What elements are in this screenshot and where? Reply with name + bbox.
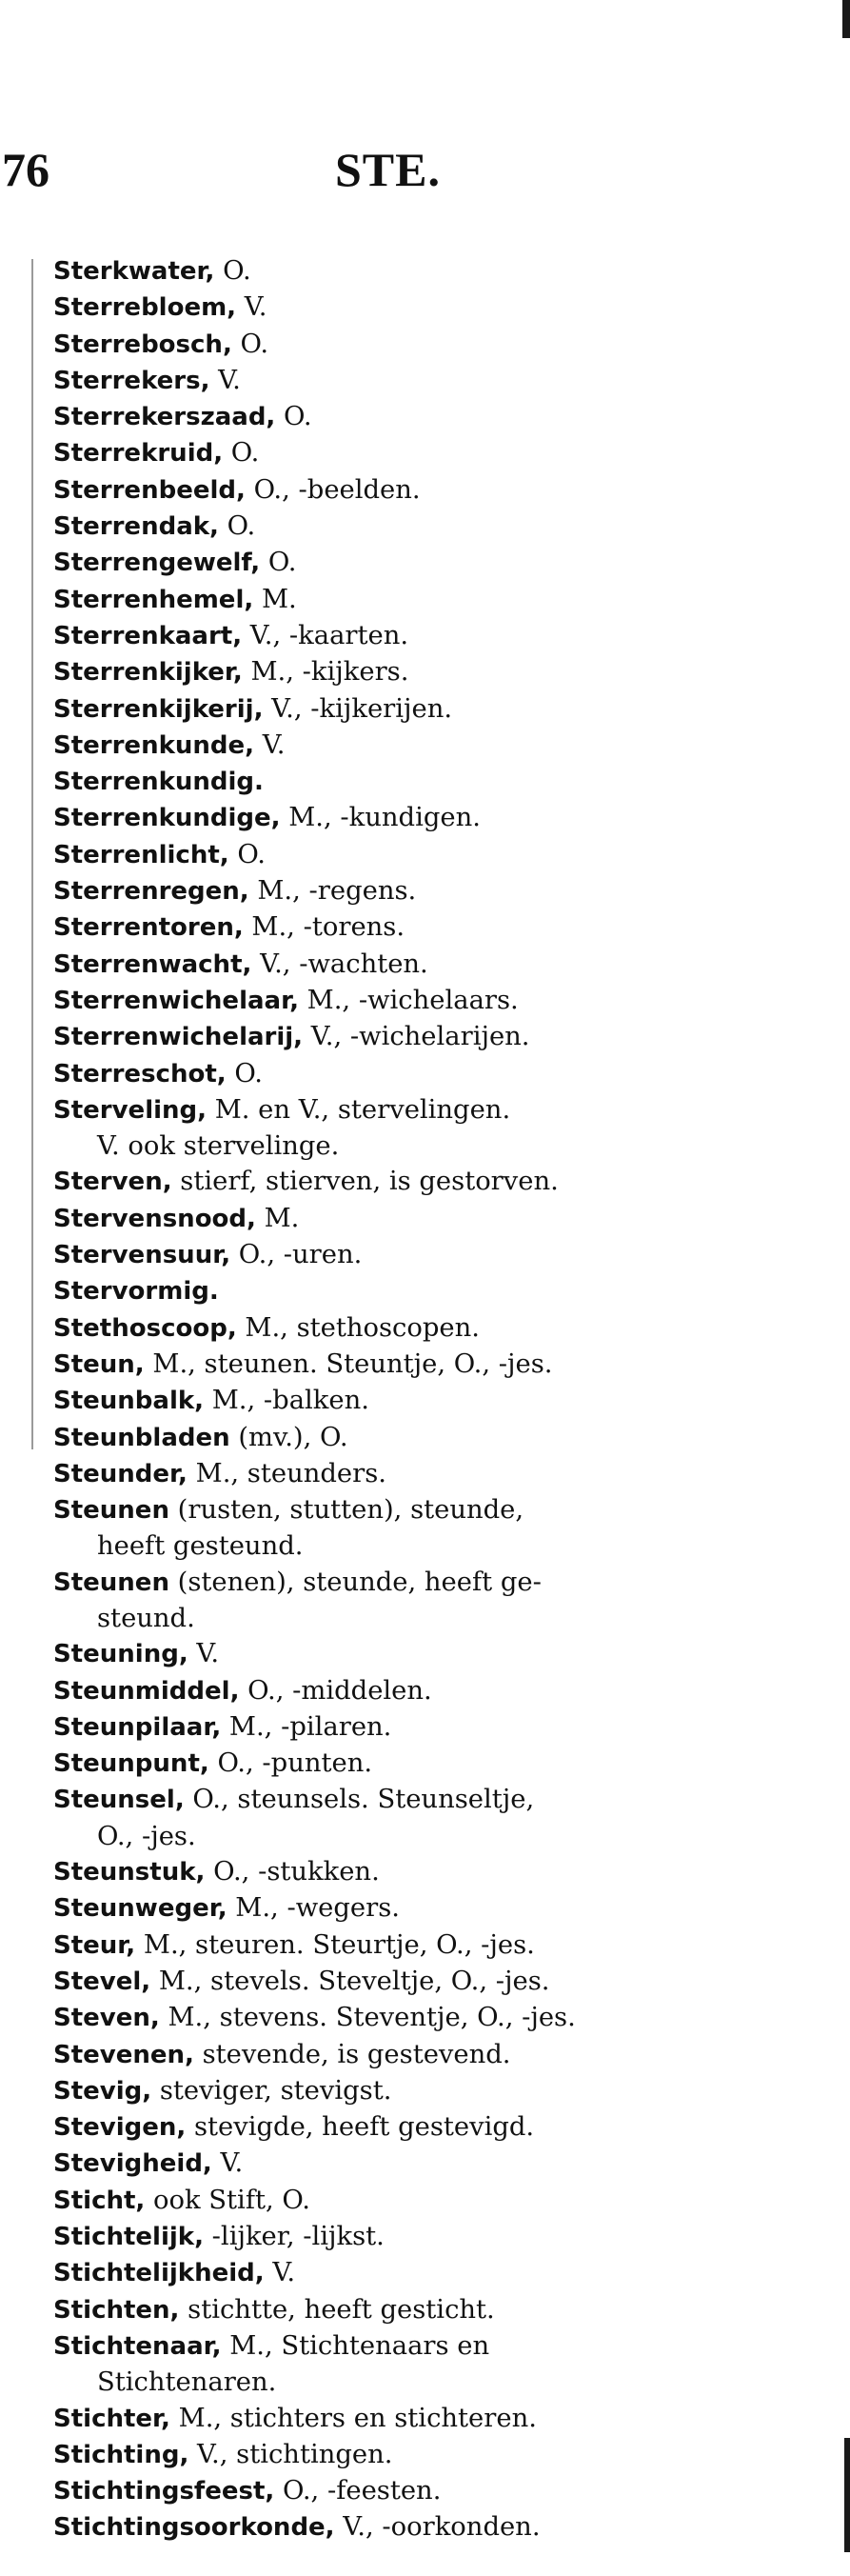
dictionary-entry: [53, 1927, 815, 1964]
entry-headword: Sterven,: [53, 1168, 172, 1197]
page-number: 76: [2, 143, 49, 196]
entry-definition: M., steunen. Steuntje, O., -jes.: [144, 1348, 553, 1379]
entry-headword: Steunder,: [53, 1459, 188, 1488]
entry-definition: M., stethoscopen.: [236, 1312, 480, 1343]
entry-definition: O.: [214, 256, 251, 286]
dictionary-entry: [53, 1673, 815, 1709]
entry-definition: M., -wegers.: [227, 1893, 400, 1924]
entry-definition: O., -middelen.: [239, 1675, 432, 1706]
entry-definition: ook Stift, O.: [145, 2185, 310, 2215]
dictionary-entry: [53, 1201, 815, 1237]
entry-continuation-line: [53, 1601, 815, 1636]
entry-headword: Stervensuur,: [53, 1241, 231, 1270]
dictionary-entry: [53, 837, 815, 873]
entry-definition: O.: [231, 329, 269, 359]
dictionary-entry: [53, 764, 815, 800]
entry-headword: Stethoscoop,: [53, 1313, 237, 1343]
dictionary-entry: [53, 2183, 815, 2219]
entry-definition: V.: [236, 292, 267, 323]
entry-definition: (stenen), steunde, heeft ge-: [168, 1567, 542, 1597]
dictionary-entry: [53, 399, 815, 435]
dictionary-entry: [53, 363, 815, 399]
entry-headword: Stichtingsoorkonde,: [53, 2513, 335, 2543]
dictionary-entry: [53, 728, 815, 764]
entry-headword: Stevel,: [53, 1967, 151, 1996]
dictionary-entry: [53, 1636, 815, 1672]
entry-definition: stierf, stierven, is gestorven.: [171, 1167, 559, 1197]
entry-definition: M., stevels. Steveltje, O., -jes.: [150, 1966, 550, 1996]
entry-headword: Stevigheid,: [53, 2149, 212, 2179]
entry-headword: Steunpilaar,: [53, 1712, 222, 1742]
entry-definition: M. en V., stervelingen.: [207, 1094, 511, 1125]
entry-headword: Stervormig.: [53, 1277, 219, 1307]
entry-continuation-line: [53, 1819, 815, 1854]
entry-headword: Sterrebloem,: [53, 293, 237, 323]
running-head: STE.: [335, 143, 442, 196]
dictionary-entry: [53, 654, 815, 690]
dictionary-entry: [53, 1964, 815, 2000]
entry-definition: (mv.), O.: [229, 1422, 348, 1452]
dictionary-entry: [53, 2255, 815, 2291]
entry-headword: Sterveling,: [53, 1095, 208, 1125]
dictionary-entry: [53, 909, 815, 946]
entry-headword: Sterrendak,: [53, 512, 219, 542]
entry-definition: V., -oorkonden.: [334, 2512, 541, 2543]
entry-definition: O.: [260, 548, 297, 578]
dictionary-entry: [53, 2401, 815, 2437]
entry-headword: Sterrebosch,: [53, 329, 232, 359]
dictionary-entry: [53, 2219, 815, 2255]
dictionary-entries: [53, 253, 815, 2546]
entry-headword: Sterrenkijker,: [53, 658, 243, 688]
entry-headword: Stevenen,: [53, 2040, 194, 2069]
dictionary-entry: [53, 1890, 815, 1927]
dictionary-entry: [53, 435, 815, 471]
entry-headword: Stevigen,: [53, 2113, 187, 2143]
dictionary-entry: [53, 1310, 815, 1347]
entry-headword: Sterrenlicht,: [53, 840, 229, 869]
entry-definition: V.: [209, 365, 241, 395]
dictionary-entry: [53, 1056, 815, 1092]
dictionary-entry: [53, 1456, 815, 1492]
entry-headword: Sterrenwacht,: [53, 949, 252, 979]
entry-headword: Stichtenaar,: [53, 2331, 222, 2361]
entry-headword: Sterrenwichelarij,: [53, 1023, 304, 1052]
dictionary-entry: [53, 1565, 815, 1601]
entry-headword: Steunmiddel,: [53, 1676, 240, 1706]
dictionary-entry: [53, 691, 815, 728]
entry-definition: M., steuren. Steurtje, O., -jes.: [135, 1929, 535, 1960]
entry-definition: O.: [275, 402, 312, 432]
entry-definition: V. ook stervelinge.: [97, 1131, 340, 1162]
dictionary-entry: [53, 253, 815, 290]
dictionary-entry: [53, 2473, 815, 2509]
entry-definition: V., -kijkerijen.: [263, 693, 453, 724]
entry-definition: -lijker, -lijkst.: [203, 2222, 385, 2252]
dictionary-entry: [53, 545, 815, 581]
dictionary-entry: [53, 2509, 815, 2546]
entry-headword: Sterkwater,: [53, 257, 215, 286]
entry-headword: Steuning,: [53, 1640, 188, 1669]
entry-headword: Steunpunt,: [53, 1749, 209, 1779]
dictionary-entry: [53, 509, 815, 545]
entry-headword: Steunstuk,: [53, 1858, 206, 1887]
dictionary-entry: [53, 2146, 815, 2182]
entry-definition: V., -wachten.: [251, 949, 428, 979]
dictionary-entry: [53, 2437, 815, 2473]
dictionary-entry: [53, 800, 815, 836]
entry-headword: Sticht,: [53, 2186, 146, 2215]
entry-headword: Stichter,: [53, 2404, 170, 2433]
entry-definition: O.: [228, 839, 266, 869]
entry-headword: Steun,: [53, 1349, 145, 1379]
entry-headword: Stevig,: [53, 2076, 152, 2106]
entry-headword: Sterrenkundig.: [53, 768, 264, 797]
entry-headword: Stichten,: [53, 2295, 180, 2325]
entry-definition: M.: [253, 584, 297, 614]
dictionary-entry: [53, 983, 815, 1019]
dictionary-entry: [53, 1383, 815, 1419]
entry-headword: Steunbalk,: [53, 1387, 205, 1416]
entry-headword: Sterrenkaart,: [53, 621, 243, 650]
dictionary-entry: [53, 2037, 815, 2073]
entry-headword: Sterrentoren,: [53, 913, 244, 943]
dictionary-entry: [53, 1746, 815, 1782]
entry-headword: Sterrekruid,: [53, 439, 224, 469]
entry-definition: V., -kaarten.: [242, 620, 409, 650]
entry-definition: M., Stichtenaars en: [221, 2330, 490, 2361]
entry-headword: Sterreschot,: [53, 1059, 227, 1088]
dictionary-entry: [53, 2328, 815, 2365]
entry-headword: Sterrenkunde,: [53, 730, 255, 760]
entry-definition: M.: [255, 1203, 300, 1233]
entry-continuation-line: [53, 2365, 815, 2400]
entry-headword: Stichting,: [53, 2440, 189, 2469]
page-header: [0, 141, 850, 198]
dictionary-entry: [53, 1347, 815, 1383]
entry-definition: steviger, stevigst.: [151, 2075, 392, 2106]
entry-headword: Steunbladen: [53, 1423, 230, 1452]
entry-definition: O., -uren.: [230, 1240, 363, 1270]
entry-definition: O., -stukken.: [205, 1857, 380, 1887]
entry-headword: Steunen: [53, 1496, 169, 1526]
entry-definition: M., -torens.: [243, 912, 405, 943]
entry-definition: M., stichters en stichteren.: [169, 2403, 537, 2433]
entry-headword: Sterrekers,: [53, 366, 210, 395]
entry-definition: stevende, is gestevend.: [193, 2039, 511, 2069]
entry-definition: M., -wichelaars.: [298, 985, 519, 1015]
entry-definition: V., stichtingen.: [188, 2439, 393, 2469]
entry-definition: M., -kijkers.: [242, 657, 409, 688]
dictionary-entry: [53, 1854, 815, 1890]
entry-headword: Sterrenbeeld,: [53, 475, 246, 505]
entry-definition: M., -kundigen.: [280, 803, 481, 833]
entry-definition: stichtte, heeft gesticht.: [179, 2294, 495, 2325]
entry-definition: steund.: [97, 1603, 195, 1633]
entry-headword: Sterrenkijkerij,: [53, 694, 264, 724]
page-edge-mark-top: [842, 0, 850, 38]
dictionary-entry: [53, 2109, 815, 2146]
entry-headword: Stichtelijk,: [53, 2223, 204, 2252]
entry-definition: O., -beelden.: [245, 474, 421, 505]
entry-definition: (rusten, stutten), steunde,: [168, 1495, 524, 1526]
dictionary-entry: [53, 1709, 815, 1746]
dictionary-entry: [53, 2292, 815, 2328]
dictionary-entry: [53, 327, 815, 363]
entry-definition: V.: [211, 2148, 244, 2179]
entry-headword: Steunsel,: [53, 1786, 185, 1815]
entry-headword: Steven,: [53, 2004, 160, 2033]
dictionary-entry: [53, 947, 815, 983]
dictionary-entry: [53, 582, 815, 618]
entry-headword: Sterrekerszaad,: [53, 403, 276, 432]
dictionary-entry: [53, 1019, 815, 1055]
entry-continuation-line: [53, 1128, 815, 1164]
dictionary-entry: [53, 1164, 815, 1200]
entry-definition: O., -jes.: [97, 1821, 196, 1851]
entry-headword: Steunen: [53, 1568, 169, 1597]
dictionary-entry: [53, 1092, 815, 1128]
entry-headword: Sterrenregen,: [53, 877, 249, 907]
entry-definition: Stichtenaren.: [97, 2367, 277, 2398]
dictionary-entry: [53, 1420, 815, 1456]
entry-headword: Stichtingsfeest,: [53, 2477, 275, 2506]
entry-definition: M., -pilaren.: [221, 1711, 392, 1742]
entry-headword: Steunweger,: [53, 1894, 227, 1924]
dictionary-entry: [53, 1273, 815, 1309]
page-edge-mark-bottom: [844, 2438, 850, 2552]
entry-definition: V.: [264, 2258, 296, 2288]
entry-definition: O.: [223, 438, 260, 469]
entry-definition: V.: [188, 1639, 220, 1669]
dictionary-entry: [53, 2073, 815, 2109]
entry-definition: M., stevens. Steventje, O., -jes.: [159, 2003, 576, 2033]
entry-definition: M., -balken.: [204, 1386, 369, 1416]
entry-headword: Stichtelijkheid,: [53, 2259, 265, 2288]
entry-definition: stevigde, heeft gestevigd.: [186, 2112, 535, 2143]
entry-definition: M., steunders.: [187, 1458, 386, 1488]
entry-definition: O., -feesten.: [274, 2476, 442, 2506]
entry-definition: O., -punten.: [208, 1748, 373, 1779]
margin-rule: [31, 259, 33, 1449]
entry-definition: heeft gesteund.: [97, 1531, 304, 1562]
dictionary-entry: [53, 472, 815, 509]
entry-headword: Steur,: [53, 1930, 136, 1960]
dictionary-entry: [53, 1492, 815, 1528]
entry-headword: Sterrenwichelaar,: [53, 986, 299, 1015]
entry-definition: O.: [226, 1058, 263, 1088]
entry-headword: Sterrenhemel,: [53, 585, 254, 614]
entry-definition: O., steunsels. Steunseltje,: [184, 1785, 535, 1815]
entry-headword: Stervensnood,: [53, 1204, 256, 1233]
entry-continuation-line: [53, 1528, 815, 1564]
entry-definition: M., -regens.: [248, 876, 417, 907]
dictionary-entry: [53, 1237, 815, 1273]
entry-headword: Sterrenkundige,: [53, 804, 281, 833]
dictionary-entry: [53, 618, 815, 654]
entry-headword: Sterrengewelf,: [53, 549, 261, 578]
dictionary-entry: [53, 290, 815, 326]
entry-definition: V.: [254, 729, 286, 760]
dictionary-entry: [53, 2000, 815, 2036]
dictionary-entry: [53, 1782, 815, 1818]
dictionary-entry: [53, 873, 815, 909]
entry-definition: V., -wichelarijen.: [303, 1022, 530, 1052]
entry-definition: O.: [218, 511, 256, 542]
